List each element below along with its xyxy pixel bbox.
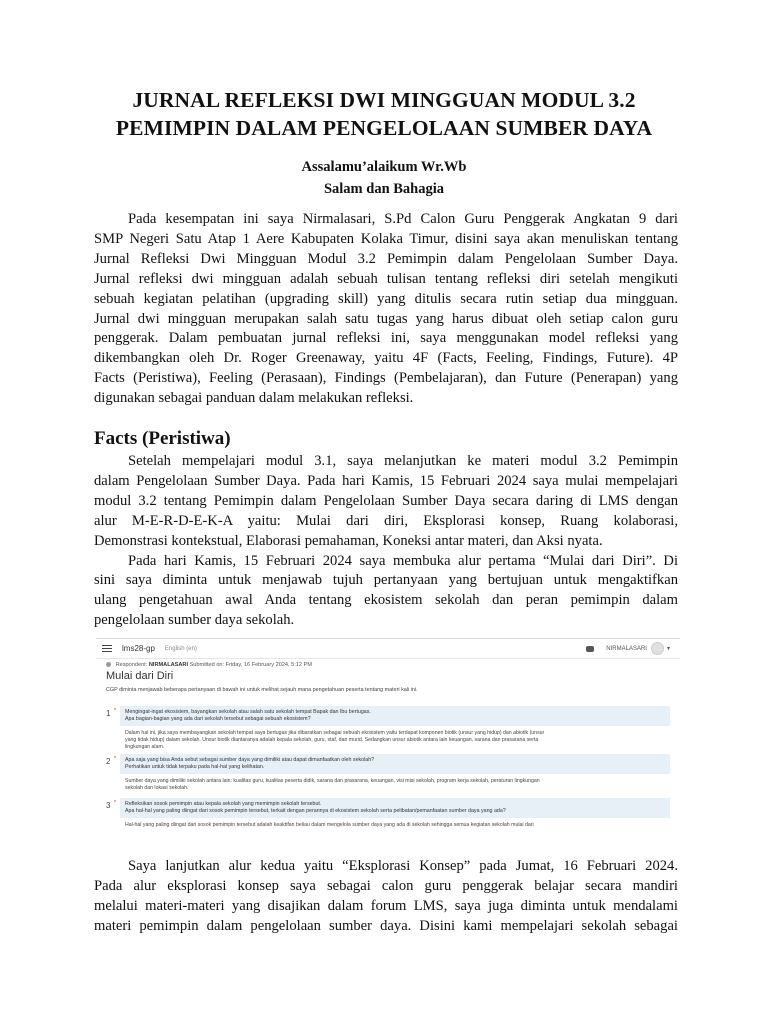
- text-line: modul 3.2 tentang Pemimpin dalam Pengelolaan Sumber Daya secara daring di LMS dengan: [94, 492, 678, 509]
- section-heading: Facts (Peristiwa): [94, 428, 231, 449]
- title-line-2: PEMIMPIN DALAM PENGELOLAAN SUMBER DAYA: [115, 116, 653, 140]
- question-number: 1: [106, 709, 111, 718]
- required-mark: *: [114, 756, 116, 763]
- question-line: Apa saja yang bisa Anda sebut sebagai sumber daya yang dimiliki atau dapat dimanfaatkan oleh sekolah?: [125, 757, 375, 764]
- required-mark: *: [114, 708, 116, 714]
- answer-text: [120, 774, 670, 796]
- text-line: Pada alur eksplorasi konsep saya sebagai calon guru penggerak belajar secara mandiri: [94, 877, 678, 894]
- answer-line: Hal-hal yang paling diingat dari sosok pemimpin tersebut adalah keaktifan beliau dalam mengelola sumber daya yang ada di sekolah sehingga semua kegiatan sekolah mulai dari: [125, 821, 534, 828]
- language-selector[interactable]: English (en): [164, 645, 197, 652]
- question-1: [106, 706, 670, 754]
- greeting-line-2: Salam dan Bahagia: [323, 181, 445, 197]
- answer-text: [120, 818, 670, 833]
- respondent-info: [96, 659, 680, 668]
- text-line: dikembangkan oleh Dr. Roger Greenaway, yaitu 4F (Facts, Feeling, Findings, Future). 4P: [94, 350, 678, 367]
- text-line: Setelah mempelajari modul 3.1, saya melanjutkan ke materi modul 3.2 Pemimpin: [128, 453, 678, 469]
- text-line: melalui materi-materi yang disajikan dalam forum LMS, saya juga diminta untuk mendalami: [94, 897, 678, 914]
- answer-line: yang tidak hidup) dalam sekolah. Unsur biotik diantaranya adalah kepala sekolah, guru, staf, dan murid. Sedangkan unsur abiotik antara lain keuangan, sarana dan prasarana serta: [125, 736, 539, 743]
- lms-brand[interactable]: lms28-gp: [122, 644, 155, 653]
- text-line: Jurnal refleksi dwi mingguan adalah sebuah tulisan tentang refleksi diri setelah mengikuti: [94, 270, 678, 287]
- text-line: Pada hari Kamis, 15 Februari 2024 saya membuka alur pertama “Mulai dari Diri”. Di: [128, 552, 678, 569]
- text-line: Demonstrasi kontekstual, Elaborasi pemahaman, Koneksi antar materi, dan Aksi nyata.: [94, 532, 603, 549]
- question-text: [120, 754, 670, 774]
- user-menu: [586, 642, 670, 655]
- chevron-down-icon[interactable]: ▾: [666, 646, 670, 652]
- text-line: digunakan sebagai panduan dalam melakukan refleksi.: [94, 390, 414, 407]
- text-line: Saya lanjutkan alur kedua yaitu “Eksplorasi Konsep” pada Jumat, 16 Februari 2024.: [128, 858, 678, 874]
- answer-line: sekolah dan lokasi sekolah.: [125, 785, 189, 792]
- lms-topbar: [96, 639, 680, 659]
- survey-title: Mulai dari Diri: [106, 670, 174, 682]
- intro-paragraph: [94, 210, 678, 409]
- question-line: Mengingat-ingat ekosistem, bayangkan sekolah atau salah satu sekolah tempat Bapak dan Ibu bertugas.: [125, 709, 371, 715]
- question-line: Apa hal-hal yang paling diingat dari sosok pemimpin tersebut, terkait dengan perannya di ekosistem sekolah serta pelibatan/pemanfaatan sumber daya yang ada?: [125, 807, 506, 814]
- avatar[interactable]: [651, 642, 664, 655]
- facts-paragraph-1: [94, 452, 678, 631]
- user-name[interactable]: NIRMALASARI: [606, 645, 647, 652]
- text-line: materi pemimpin dalam pengelolaan sumber daya. Disini kami mempelajari sekolah sebagai: [94, 917, 678, 934]
- answer-line: lingkungan alam.: [125, 743, 165, 750]
- submitted-date: Submitted on: Friday, 16 February 2024, 5:12 PM: [189, 662, 312, 668]
- text-line: Jurnal Refleksi Dwi Mingguan Modul 3.2 Pemimpin dalam Pengelolaan Sumber Daya.: [94, 250, 678, 267]
- respondent-label: Respondent:: [115, 662, 148, 668]
- title-line-1: JURNAL REFLEKSI DWI MINGGUAN MODUL 3.2: [132, 88, 636, 112]
- text-line: Jurnal dwi mingguan merupakan salah satu tugas yang harus dibuat oleh setiap calon guru: [94, 310, 678, 327]
- hamburger-menu-icon[interactable]: [102, 645, 112, 652]
- question-line: Perhatikan untuk tidak terpaku pada hal-hal yang kelihatan.: [125, 764, 265, 771]
- document-title: [60, 86, 708, 142]
- text-line: penggerak. Dalam pembuatan jurnal refleksi ini, saya menggunakan model refleksi yang: [94, 330, 678, 347]
- question-line: Apa bagian-bagian yang ada dari sekolah tersebut sebagai sebuah ekosistem?: [125, 716, 311, 722]
- question-number: 2: [106, 757, 111, 767]
- text-line: Facts (Peristiwa), Feeling (Perasaan), Findings (Pembelajaran), dan Future (Penerapan) yang: [94, 370, 678, 387]
- text-line: SMP Negeri Satu Atap 1 Aere Kabupaten Kolaka Timur, disini saya akan menuliskan tentang: [94, 230, 678, 247]
- question-text: [120, 798, 670, 818]
- survey-intro: CGP diminta menjawab beberapa pertanyaan di bawah ini untuk melihat sejauh mana pengetahuan peserta tentang materi kali ini.: [106, 687, 418, 693]
- text-line: sebuah kegiatan pelatihan (upgrading skill) yang ditulis secara rutin setiap dua mingguan.: [94, 290, 678, 307]
- answer-line: Sumber daya yang dimiliki sekolah antara lain: kualitas guru, kualitas peserta didik, sarana dan prasarana, keuangan, visi misi sekolah, program kerja sekolah, peraturan lingkungan: [125, 778, 540, 785]
- greeting: [60, 156, 708, 200]
- text-line: sini saya diminta untuk menjawab tujuh pertanyaan yang bertujuan untuk mengaktifkan: [94, 572, 678, 589]
- text-line: pengelolaan sumber daya sekolah.: [94, 612, 295, 629]
- after-paragraph: [94, 857, 678, 937]
- text-line: Pada kesempatan ini saya Nirmalasari, S.Pd Calon Guru Penggerak Angkatan 9 dari: [128, 211, 678, 227]
- lms-screenshot: [96, 638, 680, 859]
- user-icon: [106, 662, 111, 667]
- answer-line: Dalam hal ini, jika saya membayangkan sekolah tempat saya bertugas jika dibaratkan sebagai sebuah ekosistem yaitu terdapat komponen biotik (unsur yang hidup) dan abiotik (unsur: [125, 730, 545, 736]
- text-line: dalam Pengelolaan Sumber Daya. Pada hari Kamis, 15 Februari 2024 saya mulai mempelajari: [94, 472, 678, 489]
- answer-text: [120, 726, 670, 754]
- chat-icon[interactable]: [586, 646, 594, 652]
- question-3: [106, 798, 670, 833]
- text-line: alur M-E-R-D-E-K-A yaitu: Mulai dari diri, Eksplorasi konsep, Ruang kolaborasi,: [94, 512, 678, 529]
- text-line: ulang pengetahuan awal Anda tentang ekosistem sekolah dan peran pemimpin dalam: [94, 592, 678, 609]
- question-text: [120, 706, 670, 726]
- question-line: Refleksikan sosok pemimpin atau kepala sekolah yang memimpin sekolah tersebut.: [125, 800, 322, 807]
- question-2: [106, 754, 670, 796]
- respondent-name: NIRMALASARI: [148, 662, 189, 668]
- question-number: 3: [106, 800, 111, 810]
- required-mark: *: [114, 799, 116, 806]
- greeting-line-1: Assalamu’alaikum Wr.Wb: [301, 159, 467, 175]
